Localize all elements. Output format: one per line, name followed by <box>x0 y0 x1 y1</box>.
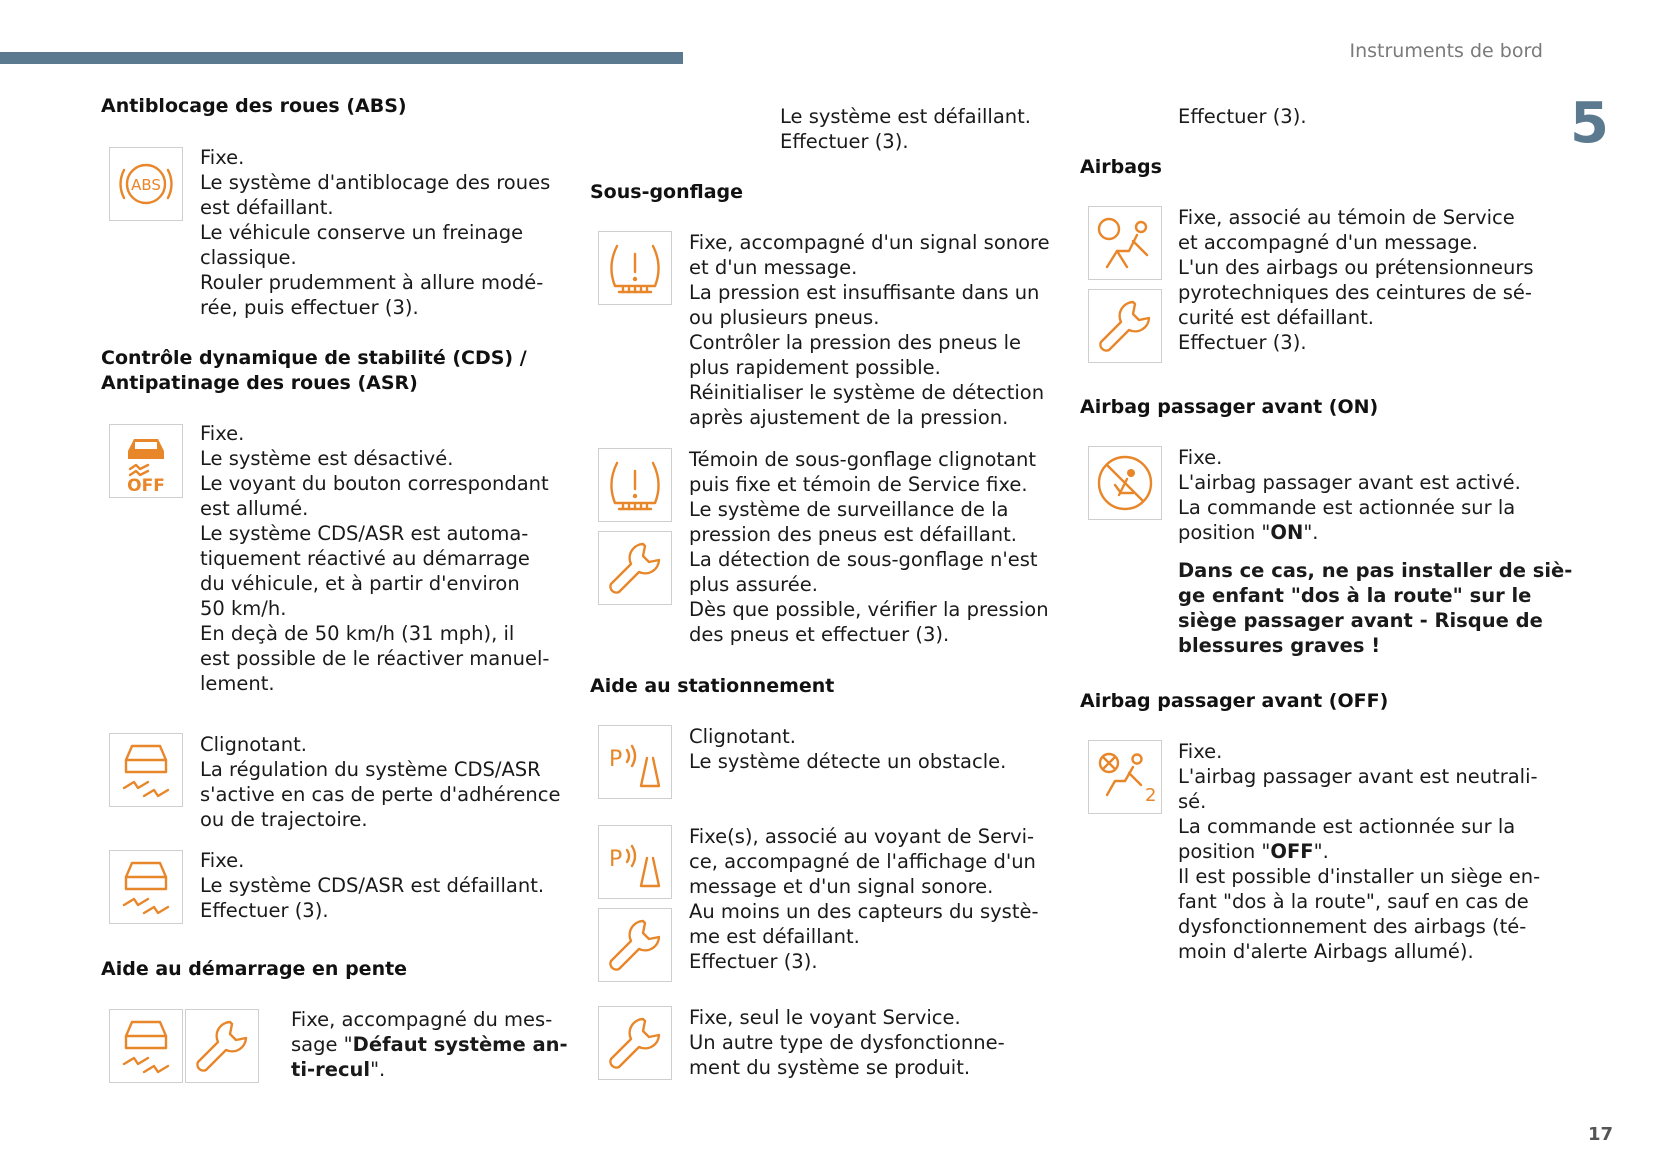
section-title-hill-start: Aide au démarrage en pente <box>101 958 408 980</box>
section-title-tyre: Sous-gonflage <box>590 181 744 203</box>
text-line: est possible de le réactiver manuel- <box>200 647 550 670</box>
section-title-airbag-on: Airbag passager avant (ON) <box>1080 396 1379 418</box>
airbags-description <box>1178 205 1534 355</box>
text-line: Dans ce cas, ne pas installer de siè- <box>1178 559 1573 582</box>
bold-fragment: Défaut système an- <box>352 1033 568 1056</box>
parking-sensor-icon <box>598 825 672 899</box>
svg-text:P: P <box>609 847 623 872</box>
parking-description-3 <box>689 1005 1005 1080</box>
service-wrench-icon <box>598 908 672 982</box>
esp-off-label: OFF <box>127 476 165 493</box>
text-line: moin d'alerte Airbags allumé). <box>1178 940 1474 963</box>
cds-description-3 <box>200 848 544 923</box>
text-line: Le système CDS/ASR est défaillant. <box>200 874 545 897</box>
text-line: puis fixe et témoin de Service fixe. <box>689 473 1028 496</box>
esp-car-icon <box>109 1009 183 1083</box>
text-line: Fixe, seul le voyant Service. <box>689 1006 961 1029</box>
text-line: ce, accompagné de l'affichage d'un <box>689 850 1036 873</box>
svg-text:ABS: ABS <box>131 176 161 194</box>
service-wrench-icon <box>598 531 672 605</box>
text-line <box>1178 839 1540 864</box>
text-line: dysfonctionnement des airbags (té- <box>1178 915 1527 938</box>
text-line: Fixe, accompagné du mes- <box>291 1008 553 1031</box>
text-line: L'un des airbags ou prétensionneurs <box>1178 256 1534 279</box>
text-line: rée, puis effectuer (3). <box>200 296 419 319</box>
text-line: Le système est désactivé. <box>200 447 454 470</box>
esp-off-icon <box>109 424 183 498</box>
text-line: Rouler prudemment à allure modé- <box>200 271 544 294</box>
text-line: siège passager avant - Risque de <box>1178 609 1543 632</box>
text-line: Effectuer (3). <box>689 950 818 973</box>
text-line: Effectuer (3). <box>1178 331 1307 354</box>
airbag-off-number: 2 <box>1145 785 1157 806</box>
cds-description-1 <box>200 421 549 696</box>
esp-flashing-icon <box>109 733 183 807</box>
text-line: tiquement réactivé au démarrage <box>200 547 530 570</box>
text-line: classique. <box>200 246 297 269</box>
svg-text:P: P <box>609 747 623 772</box>
text-line: message et d'un signal sonore. <box>689 875 994 898</box>
text-line: Fixe, accompagné d'un signal sonore <box>689 231 1050 254</box>
section-title-line: Contrôle dynamique de stabilité (CDS) / <box>101 347 527 369</box>
cds-description-2 <box>200 732 560 832</box>
service-wrench-icon <box>185 1009 259 1083</box>
text-line: ge enfant "dos à la route" sur le <box>1178 584 1532 607</box>
parking-sensor-icon <box>598 725 672 799</box>
bold-fragment: ti-recul <box>291 1058 371 1081</box>
text-line: Fixe. <box>200 849 245 872</box>
section-title-abs: Antiblocage des roues (ABS) <box>101 95 407 117</box>
col3-continued-text <box>1178 104 1307 129</box>
text-fragment: sage " <box>291 1033 353 1056</box>
text-line: pyrotechniques des ceintures de sé- <box>1178 281 1532 304</box>
text-line: Un autre type de dysfonctionne- <box>689 1031 1005 1054</box>
abs-warning-icon <box>109 147 183 221</box>
text-fragment: position " <box>1178 840 1271 863</box>
chapter-number: 5 <box>1570 91 1609 156</box>
col2-continued-text <box>780 104 1031 154</box>
text-line: La détection de sous-gonflage n'est <box>689 548 1038 571</box>
text-line: plus rapidement possible. <box>689 356 941 379</box>
text-line: lement. <box>200 672 275 695</box>
airbag-on-warning <box>1178 558 1572 658</box>
text-line: La régulation du système CDS/ASR <box>200 758 541 781</box>
service-wrench-icon <box>1088 289 1162 363</box>
section-title-airbags: Airbags <box>1080 156 1162 178</box>
service-wrench-icon <box>598 1006 672 1080</box>
text-line: fant "dos à la route", sauf en cas de <box>1178 890 1529 913</box>
tyre-pressure-icon <box>598 231 672 305</box>
text-line <box>291 1032 568 1057</box>
tyre-pressure-icon <box>598 448 672 522</box>
text-line: et accompagné d'un message. <box>1178 231 1478 254</box>
text-line: ment du système se produit. <box>689 1056 971 1079</box>
section-title-line: Antipatinage des roues (ASR) <box>101 372 418 394</box>
text-fragment: position " <box>1178 521 1271 544</box>
airbag-warning-icon <box>1088 206 1162 280</box>
text-line: Témoin de sous-gonflage clignotant <box>689 448 1037 471</box>
airbag-on-description <box>1178 445 1521 545</box>
text-line: Au moins un des capteurs du systè- <box>689 900 1039 923</box>
text-line: du véhicule, et à partir d'environ <box>200 572 520 595</box>
text-line: s'active en cas de perte d'adhérence <box>200 783 561 806</box>
section-title-airbag-off: Airbag passager avant (OFF) <box>1080 690 1389 712</box>
text-line: ou de trajectoire. <box>200 808 368 831</box>
text-line: Le système est défaillant. <box>780 105 1032 128</box>
text-line: Clignotant. <box>689 725 796 748</box>
esp-fault-icon <box>109 850 183 924</box>
section-title-cds <box>101 346 527 396</box>
text-line: ou plusieurs pneus. <box>689 306 880 329</box>
text-line: La commande est actionnée sur la <box>1178 815 1516 838</box>
text-line: L'airbag passager avant est activé. <box>1178 471 1521 494</box>
section-title-parking: Aide au stationnement <box>590 675 835 697</box>
text-line: Le véhicule conserve un freinage <box>200 221 524 244</box>
text-line: Le voyant du bouton correspondant <box>200 472 549 495</box>
text-line: Le système d'antiblocage des roues <box>200 171 551 194</box>
hill-start-description <box>291 1007 568 1082</box>
header-accent-bar <box>0 52 683 64</box>
text-fragment: ". <box>1303 521 1319 544</box>
airbag-on-icon <box>1088 446 1162 520</box>
text-line: Le système de surveillance de la <box>689 498 1009 521</box>
text-line: blessures graves ! <box>1178 634 1381 657</box>
text-line: est défaillant. <box>200 196 334 219</box>
text-line: Le système détecte un obstacle. <box>689 750 1007 773</box>
abs-description <box>200 145 550 320</box>
text-line: Clignotant. <box>200 733 307 756</box>
text-line: Fixe. <box>200 422 245 445</box>
text-line: Effectuer (3). <box>200 899 329 922</box>
text-line: Fixe. <box>1178 446 1223 469</box>
text-line: des pneus et effectuer (3). <box>689 623 950 646</box>
text-line: Fixe(s), associé au voyant de Servi- <box>689 825 1035 848</box>
text-line: Fixe. <box>200 146 245 169</box>
text-line: Effectuer (3). <box>780 130 909 153</box>
tyre-description-1 <box>689 230 1050 430</box>
text-line: Fixe, associé au témoin de Service <box>1178 206 1515 229</box>
text-line: L'airbag passager avant est neutrali- <box>1178 765 1538 788</box>
airbag-off-icon <box>1088 740 1162 814</box>
text-line: Contrôler la pression des pneus le <box>689 331 1022 354</box>
parking-description-1 <box>689 724 1006 774</box>
text-line: est allumé. <box>200 497 309 520</box>
bold-fragment: ON <box>1270 521 1304 544</box>
text-line: Effectuer (3). <box>1178 105 1307 128</box>
text-line: et d'un message. <box>689 256 858 279</box>
text-fragment: ". <box>370 1058 386 1081</box>
text-line: plus assurée. <box>689 573 818 596</box>
text-line: sé. <box>1178 790 1207 813</box>
parking-description-2 <box>689 824 1039 974</box>
text-line: Fixe. <box>1178 740 1223 763</box>
page-number: 17 <box>1588 1124 1614 1145</box>
text-line: La commande est actionnée sur la <box>1178 496 1516 519</box>
text-line: Dès que possible, vérifier la pression <box>689 598 1049 621</box>
text-fragment: ". <box>1313 840 1329 863</box>
text-line <box>291 1057 568 1082</box>
text-line: La pression est insuffisante dans un <box>689 281 1040 304</box>
tyre-description-2 <box>689 447 1049 647</box>
text-line: 50 km/h. <box>200 597 287 620</box>
text-line: Réinitialiser le système de détection <box>689 381 1045 404</box>
text-line: En deçà de 50 km/h (31 mph), il <box>200 622 515 645</box>
text-line: Il est possible d'installer un siège en- <box>1178 865 1541 888</box>
text-line: curité est défaillant. <box>1178 306 1374 329</box>
chapter-title: Instruments de bord <box>1349 40 1543 62</box>
text-line: Le système CDS/ASR est automa- <box>200 522 529 545</box>
text-line <box>1178 520 1521 545</box>
text-line: me est défaillant. <box>689 925 860 948</box>
airbag-off-description <box>1178 739 1540 964</box>
bold-fragment: OFF <box>1270 840 1314 863</box>
text-line: pression des pneus est défaillant. <box>689 523 1017 546</box>
text-line: après ajustement de la pression. <box>689 406 1009 429</box>
